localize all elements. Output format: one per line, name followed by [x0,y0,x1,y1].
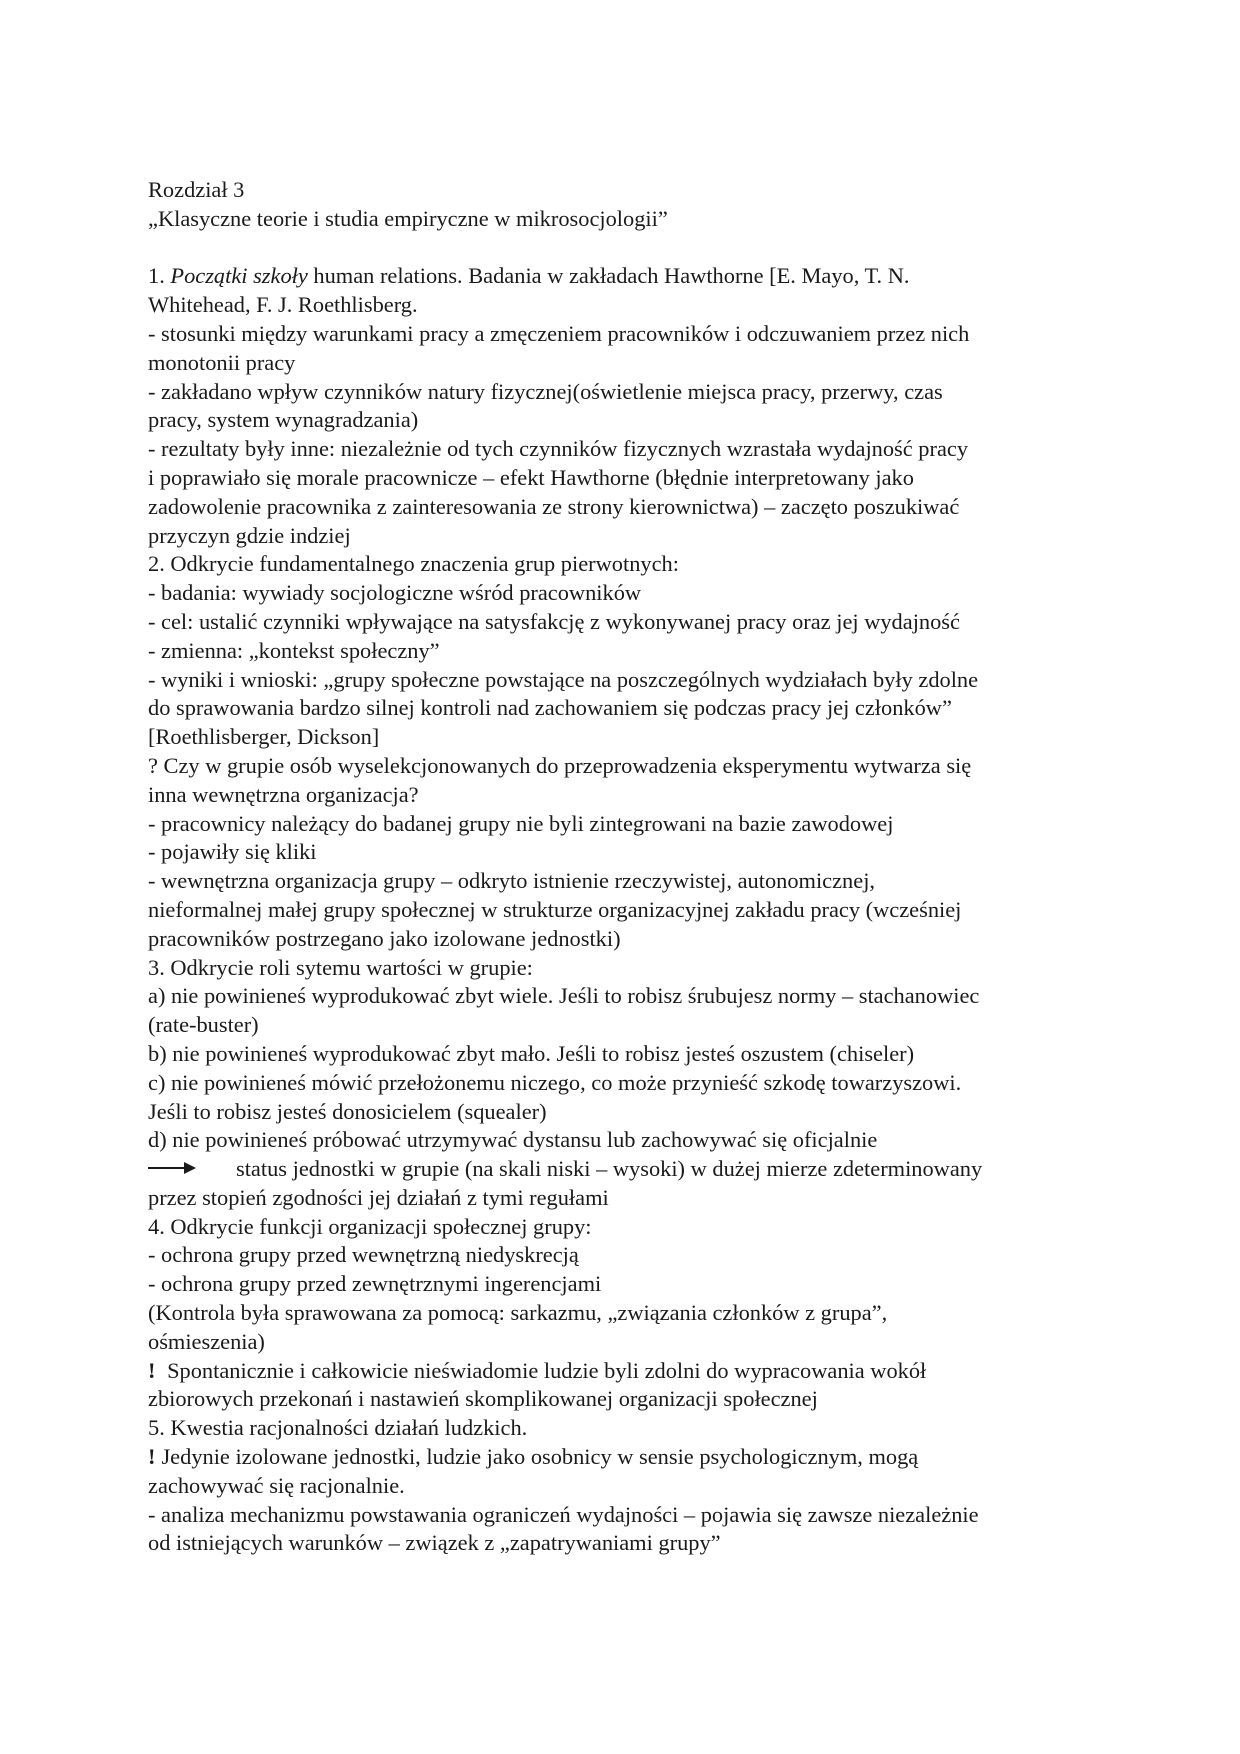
text-line: - badania: wywiady socjologiczne wśród pracowników [148,580,642,606]
text-line: - wyniki i wnioski: „grupy społeczne powstające na poszczególnych wydziałach były zdolne [148,666,979,692]
chapter-heading: Rozdział 3 [148,177,245,202]
text-line: status jednostki w grupie (na skali niski – wysoki) w dużej mierze zdeterminowany [236,1156,983,1182]
text-line: nieformalnej małej grupy społecznej w strukturze organizacyjnej zakładu pracy (wcześniej [148,896,962,922]
section-3-heading: 3. Odkrycie roli sytemu wartości w grupie: [148,954,533,980]
text-line: - zmienna: „kontekst społeczny” [148,637,440,663]
section-4-heading: 4. Odkrycie funkcji organizacji społecznej grupy: [148,1213,592,1239]
text-line: zadowolenie pracownika z zainteresowania ze strony kierownictwa) – zaczęto poszukiwać [148,493,960,519]
text-line: - wewnętrzna organizacja grupy – odkryto istnienie rzeczywistej, autonomicznej, [148,868,876,894]
section-1-italic: Początki szkoły [170,263,308,289]
text-line: pracowników postrzegano jako izolowane jednostki) [148,925,621,951]
text-line: - ochrona grupy przed wewnętrzną niedyskrecją [148,1242,579,1268]
text-line: inna wewnętrzna organizacja? [148,781,419,807]
text-line: c) nie powinieneś mówić przełożonemu niczego, co może przynieść szkodę towarzyszowi. [148,1069,962,1095]
text-line: [Roethlisberger, Dickson] [148,724,380,750]
text-line: Whitehead, F. J. Roethlisberg. [148,292,418,318]
text-line: od istniejących warunków – związek z „zapatrywaniami grupy” [148,1530,721,1556]
text-line: zbiorowych przekonań i nastawień skomplikowanej organizacji społecznej [148,1386,818,1412]
text-line: - pojawiły się kliki [148,839,317,865]
text-line: zachowywać się racjonalnie. [148,1472,405,1498]
text-line: do sprawowania bardzo silnej kontroli nad zachowaniem się podczas pracy jej członków” [148,695,952,721]
text-line: przez stopień zgodności jej działań z tymi regułami [148,1184,609,1210]
section-1-number: 1. [148,263,171,289]
text-line: - rezultaty były inne: niezależnie od tych czynników fizycznych wzrastała wydajność pracy [148,436,969,462]
exclamation-line [148,1357,1108,1386]
text-line: Jedynie izolowane jednostki, ludzie jako osobnicy w sensie psychologicznym, mogą [161,1444,919,1470]
text-line: pracy, system wynagradzania) [148,407,419,433]
text-line: - stosunki między warunkami pracy a zmęczeniem pracowników i odczuwaniem przez nich [148,320,970,346]
exclamation-icon: ! [148,1357,156,1383]
chapter-subtitle: „Klasyczne teorie i studia empiryczne w mikrosocjologii” [148,205,668,231]
text-line: - ochrona grupy przed zewnętrznymi ingerencjami [148,1271,602,1297]
text-line: - pracownicy należący do badanej grupy nie byli zintegrowani na bazie zawodowej [148,810,894,836]
text-line: ? Czy w grupie osób wyselekcjonowanych do przeprowadzenia eksperymentu wytwarza się [148,752,972,778]
text-line: - analiza mechanizmu powstawania ograniczeń wydajności – pojawia się zawsze niezależnie [148,1501,979,1527]
text-line: b) nie powinieneś wyprodukować zbyt mało. Jeśli to robisz jesteś oszustem (chiseler) [148,1040,915,1066]
text-line: - cel: ustalić czynniki wpływające na satysfakcję z wykonywanej pracy oraz jej wydajność [148,608,960,634]
text-line: - zakładano wpływ czynników natury fizycznej(oświetlenie miejsca pracy, przerwy, czas [148,378,943,404]
arrow-line [148,1155,1108,1184]
section-2-heading: 2. Odkrycie fundamentalnego znaczenia grup pierwotnych: [148,551,679,577]
section-1-heading [148,262,1108,291]
section-5-heading: 5. Kwestia racjonalności działań ludzkich. [148,1415,528,1441]
text-line: i poprawiało się morale pracownicze – efekt Hawthorne (błędnie interpretowany jako [148,464,914,490]
text-line: przyczyn gdzie indziej [148,522,351,548]
blank-line [148,234,1108,263]
text-line: monotonii pracy [148,349,296,375]
text-line: ośmieszenia) [148,1328,265,1354]
text-line: (rate-buster) [148,1012,259,1038]
text-line: d) nie powinieneś próbować utrzymywać dystansu lub zachowywać się oficjalnie [148,1127,878,1153]
document-body [148,176,1108,1558]
arrow-right-icon [148,1158,198,1178]
exclamation-icon: ! [148,1444,156,1470]
text-line: (Kontrola była sprawowana za pomocą: sarkazmu, „związania członków z grupa”, [148,1300,888,1326]
exclamation-line [148,1443,1108,1472]
text-line: Spontanicznie i całkowicie nieświadomie ludzie byli zdolni do wypracowania wokół [161,1357,927,1383]
text-line: Jeśli to robisz jesteś donosicielem (squealer) [148,1098,547,1124]
text-line: a) nie powinieneś wyprodukować zbyt wiele. Jeśli to robisz śrubujesz normy – stachanowiec [148,983,980,1009]
section-1-heading-rest: human relations. Badania w zakładach Hawthorne [E. Mayo, T. N. [307,263,910,289]
